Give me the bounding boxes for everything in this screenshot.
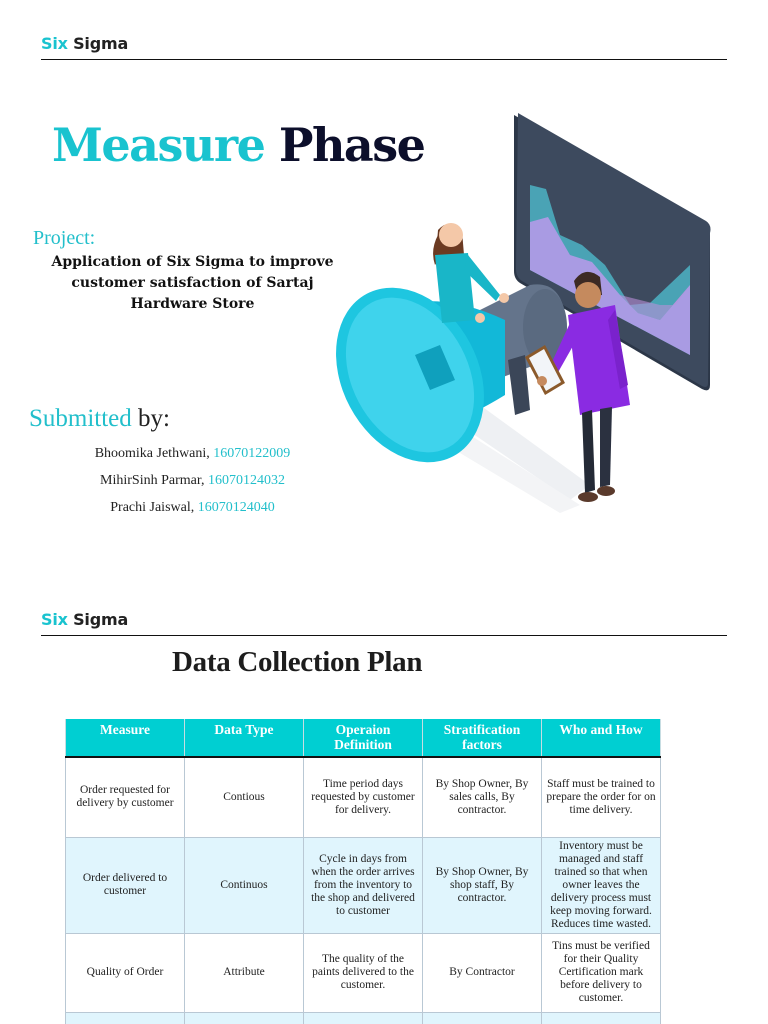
megaphone-chart-illustration — [330, 105, 730, 520]
header-divider — [41, 635, 727, 636]
brand-sigma: Sigma — [73, 34, 129, 53]
section-title: Data Collection Plan — [172, 646, 423, 678]
brand-six: Six — [41, 610, 68, 629]
table-row — [66, 837, 661, 933]
column-header-definition: Operaion Definition — [304, 719, 423, 757]
data-collection-table — [65, 719, 661, 1024]
by-word: by: — [138, 405, 170, 432]
cell-stratification: By Contractor — [423, 933, 542, 1012]
column-header-who-how: Who and How — [542, 719, 661, 757]
cell-who-how — [542, 1012, 661, 1024]
project-description: Application of Six Sigma to improve customer satisfaction of Sartaj Hardware Store — [51, 254, 334, 312]
brand-sigma: Sigma — [73, 610, 129, 629]
member-id: 16070124032 — [207, 473, 285, 488]
column-header-data-type: Data Type — [185, 719, 304, 757]
title-phase: Phase — [278, 118, 425, 172]
member-name: MihirSinh Parmar, — [100, 473, 208, 488]
member-name: Prachi Jaiswal, — [110, 500, 198, 515]
member-id: 16070122009 — [213, 446, 291, 461]
team-member — [40, 446, 345, 462]
cell-definition: The quality of the paints delivered to the customer. — [304, 933, 423, 1012]
cell-data-type: Continuos — [185, 837, 304, 933]
table-row — [66, 933, 661, 1012]
table-header-row — [66, 719, 661, 757]
team-member — [40, 473, 345, 489]
cell-measure: Order requested for delivery by customer — [66, 757, 185, 837]
cell-stratification: By Shop Owner, By shop staff, By contractor. — [423, 837, 542, 933]
project-label: Project: — [33, 227, 96, 249]
member-id: 16070124040 — [197, 500, 275, 515]
cell-measure: Order delivered to customer — [66, 837, 185, 933]
cell-stratification: By Shop Owner, By sales calls, By contractor. — [423, 757, 542, 837]
cell-data-type: Attribute — [185, 933, 304, 1012]
cell-measure: Quality of Order — [66, 933, 185, 1012]
cell-who-how: Staff must be trained to prepare the order for on time delivery. — [542, 757, 661, 837]
cell-measure — [66, 1012, 185, 1024]
header-divider — [41, 59, 727, 60]
column-header-measure: Measure — [66, 719, 185, 757]
column-header-stratification: Stratification factors — [423, 719, 542, 757]
table-row — [66, 1012, 661, 1024]
submitted-by-label — [29, 405, 170, 433]
cell-definition: Time period days requested by customer for delivery. — [304, 757, 423, 837]
brand-six: Six — [41, 34, 68, 53]
team-member — [40, 500, 345, 516]
brand-logo — [41, 34, 128, 53]
cell-stratification — [423, 1012, 542, 1024]
brand-logo — [41, 610, 128, 629]
cell-who-how: Tins must be verified for their Quality Certification mark before delivery to customer. — [542, 933, 661, 1012]
member-name: Bhoomika Jethwani, — [94, 446, 214, 461]
cell-data-type: Contious — [185, 757, 304, 837]
title-measure: Measure — [52, 118, 265, 172]
cell-definition — [304, 1012, 423, 1024]
submitted-word: Submitted — [29, 405, 132, 432]
cell-data-type — [185, 1012, 304, 1024]
cell-definition: Cycle in days from when the order arrives from the inventory to the shop and delivered to customer — [304, 837, 423, 933]
table-row — [66, 757, 661, 837]
cell-who-how: Inventory must be managed and staff trained so that when owner leaves the delivery process must keep moving forward. Reduces time wasted. — [542, 837, 661, 933]
